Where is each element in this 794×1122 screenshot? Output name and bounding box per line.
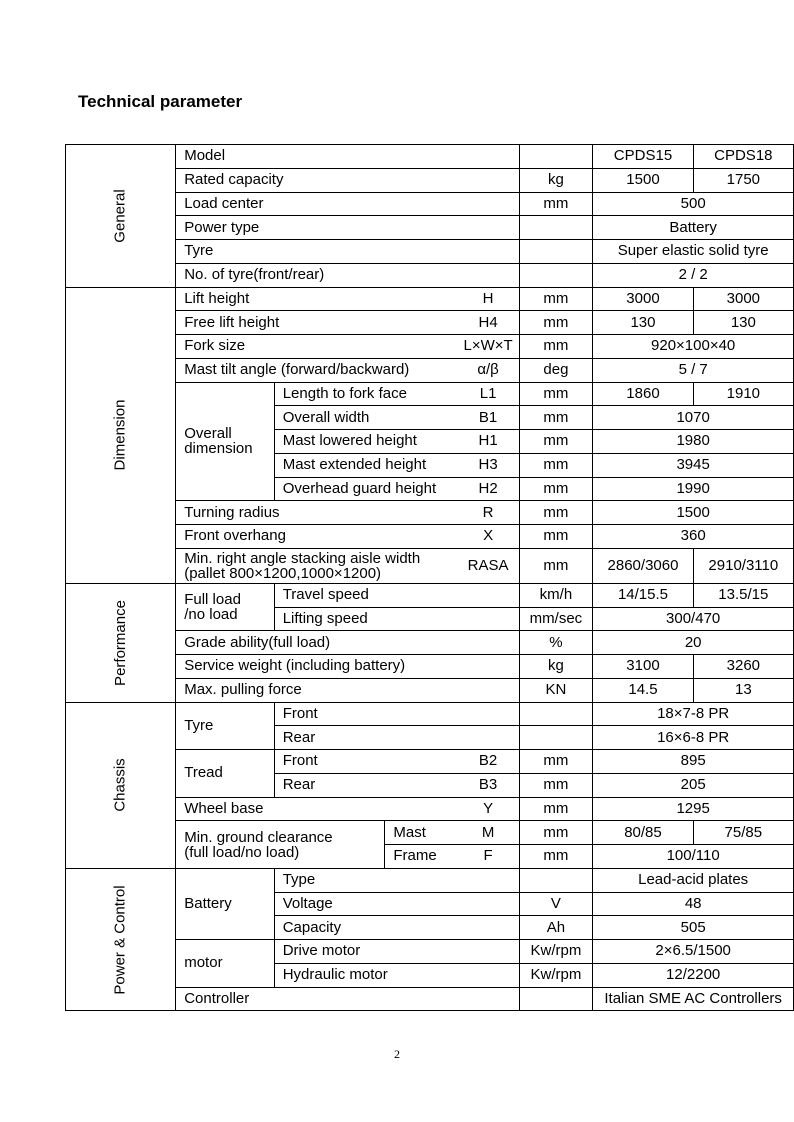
row-label: Load center	[176, 192, 458, 216]
symbol: B1	[458, 406, 519, 430]
table-row: Lifting speed mm/sec 300/470	[66, 607, 794, 631]
motor-group-label: motor	[176, 940, 274, 988]
table-row: Rated capacity kg 1500 1750	[66, 168, 794, 192]
symbol: H2	[458, 477, 519, 501]
table-row: Grade ability(full load) % 20	[66, 631, 794, 655]
table-row: Min. right angle stacking aisle width (pallet 800×1200,1000×1200) RASA mm 2860/3060 2910/3110	[66, 548, 794, 583]
unit: mm	[519, 821, 593, 845]
row-label: Mast extended height	[274, 453, 457, 477]
unit: mm	[519, 773, 593, 797]
unit: V	[519, 892, 593, 916]
symbol: R	[458, 501, 519, 525]
unit: mm	[519, 548, 593, 583]
unit: mm	[519, 525, 593, 549]
table-row: Fork size L×W×T mm 920×100×40	[66, 335, 794, 359]
table-row: Power type Battery	[66, 216, 794, 240]
model-value-2: CPDS18	[693, 145, 793, 169]
table-row: Rear B3 mm 205	[66, 773, 794, 797]
table-row: No. of tyre(front/rear) 2 / 2	[66, 263, 794, 287]
table-row: Voltage V 48	[66, 892, 794, 916]
row-label: Front	[274, 750, 457, 774]
page-title: Technical parameter	[78, 92, 243, 111]
symbol: F	[458, 845, 519, 869]
row-label: Turning radius	[176, 501, 458, 525]
row-label: Drive motor	[274, 940, 457, 964]
unit: Kw/rpm	[519, 940, 593, 964]
table-row: Tread Front B2 mm 895	[66, 750, 794, 774]
unit: Kw/rpm	[519, 963, 593, 987]
unit: mm	[519, 287, 593, 311]
symbol: Y	[458, 797, 519, 821]
table-row: Free lift height H4 mm 130 130	[66, 311, 794, 335]
row-label: Voltage	[274, 892, 457, 916]
table-row	[66, 145, 794, 169]
row-label: Fork size	[176, 335, 458, 359]
table-row: Dimension Lift height H mm 3000 3000	[66, 287, 794, 311]
group-chassis: Chassis	[66, 702, 176, 868]
row-label: Controller	[176, 987, 458, 1011]
unit: mm	[519, 311, 593, 335]
row-label: Front	[274, 702, 457, 726]
unit: mm/sec	[519, 607, 593, 631]
unit: mm	[519, 382, 593, 406]
group-general: General	[66, 145, 176, 288]
row-label: Mast lowered height	[274, 430, 457, 454]
row-label: Max. pulling force	[176, 678, 458, 702]
symbol: B2	[458, 750, 519, 774]
group-dimension: Dimension	[66, 287, 176, 583]
row-label: Frame	[385, 845, 458, 869]
row-label: Model	[176, 145, 458, 169]
row-label: Wheel base	[176, 797, 458, 821]
table-row: Power & Control Battery Type Lead-acid plates	[66, 868, 794, 892]
unit: mm	[519, 477, 593, 501]
table-row: Mast tilt angle (forward/backward) α/β deg 5 / 7	[66, 358, 794, 382]
row-label: Length to fork face	[274, 382, 457, 406]
table-row: Performance Full load /no load Travel speed km/h 14/15.5 13.5/15	[66, 583, 794, 607]
row-label: Front overhang	[176, 525, 458, 549]
row-label: Mast	[385, 821, 458, 845]
unit: mm	[519, 192, 593, 216]
symbol: B3	[458, 773, 519, 797]
row-label: Rear	[274, 773, 457, 797]
unit: mm	[519, 430, 593, 454]
table-row: Overall width B1 mm 1070	[66, 406, 794, 430]
symbol: H1	[458, 430, 519, 454]
table-row: Max. pulling force KN 14.5 13	[66, 678, 794, 702]
row-label: Type	[274, 868, 457, 892]
table-row: Service weight (including battery) kg 3100 3260	[66, 655, 794, 679]
table-row: motor Drive motor Kw/rpm 2×6.5/1500	[66, 940, 794, 964]
table-row: Overall dimension Length to fork face L1 mm 1860 1910	[66, 382, 794, 406]
unit: kg	[519, 655, 593, 679]
symbol: H4	[458, 311, 519, 335]
table-row: Front overhang X mm 360	[66, 525, 794, 549]
table-row: Load center mm 500	[66, 192, 794, 216]
unit: mm	[519, 453, 593, 477]
ground-clearance-label: Min. ground clearance (full load/no load)	[176, 821, 385, 869]
speed-group-label: Full load /no load	[176, 583, 274, 631]
overall-dimension-label: Overall dimension	[176, 382, 274, 501]
model-value-1: CPDS15	[593, 145, 693, 169]
unit: mm	[519, 845, 593, 869]
unit: mm	[519, 797, 593, 821]
unit: mm	[519, 406, 593, 430]
row-label: Min. right angle stacking aisle width (pallet 800×1200,1000×1200)	[176, 548, 458, 583]
row-label: Grade ability(full load)	[176, 631, 458, 655]
group-performance: Performance	[66, 583, 176, 702]
row-label: Service weight (including battery)	[176, 655, 458, 679]
symbol: L×W×T	[458, 335, 519, 359]
unit: deg	[519, 358, 593, 382]
table-row: Mast lowered height H1 mm 1980	[66, 430, 794, 454]
table-row: Overhead guard height H2 mm 1990	[66, 477, 794, 501]
unit: km/h	[519, 583, 593, 607]
table-row: Chassis Tyre Front 18×7-8 PR	[66, 702, 794, 726]
row-label: Rated capacity	[176, 168, 458, 192]
symbol: H3	[458, 453, 519, 477]
row-label: Mast tilt angle (forward/backward)	[176, 358, 458, 382]
row-label: Overall width	[274, 406, 457, 430]
row-label: Tyre	[176, 240, 458, 264]
row-label: Hydraulic motor	[274, 963, 457, 987]
symbol: L1	[458, 382, 519, 406]
page-number: 2	[394, 1047, 400, 1061]
table-row: Wheel base Y mm 1295	[66, 797, 794, 821]
unit: mm	[519, 335, 593, 359]
technical-parameter-table	[65, 144, 794, 1011]
unit: Ah	[519, 916, 593, 940]
table-row: Mast extended height H3 mm 3945	[66, 453, 794, 477]
row-label: Lift height	[176, 287, 458, 311]
symbol: RASA	[458, 548, 519, 583]
group-power-control: Power & Control	[66, 868, 176, 1011]
row-label: Power type	[176, 216, 458, 240]
symbol: α/β	[458, 358, 519, 382]
unit: kg	[519, 168, 593, 192]
symbol: H	[458, 287, 519, 311]
row-label: Overhead guard height	[274, 477, 457, 501]
row-label: Travel speed	[274, 583, 457, 607]
table-row: Capacity Ah 505	[66, 916, 794, 940]
row-label: Lifting speed	[274, 607, 457, 631]
tread-group-label: Tread	[176, 750, 274, 798]
battery-group-label: Battery	[176, 868, 274, 939]
table-row: Turning radius R mm 1500	[66, 501, 794, 525]
unit: mm	[519, 501, 593, 525]
row-label: No. of tyre(front/rear)	[176, 263, 458, 287]
unit: %	[519, 631, 593, 655]
symbol: X	[458, 525, 519, 549]
table-row: Controller Italian SME AC Controllers	[66, 987, 794, 1011]
table-row: Rear 16×6-8 PR	[66, 726, 794, 750]
row-label: Capacity	[274, 916, 457, 940]
unit: KN	[519, 678, 593, 702]
unit: mm	[519, 750, 593, 774]
tyre-group-label: Tyre	[176, 702, 274, 750]
table-row: Tyre Super elastic solid tyre	[66, 240, 794, 264]
row-label: Free lift height	[176, 311, 458, 335]
table-row: Hydraulic motor Kw/rpm 12/2200	[66, 963, 794, 987]
symbol: M	[458, 821, 519, 845]
table-row: Frame F mm 100/110	[66, 845, 794, 869]
table-row: Min. ground clearance (full load/no load) Mast M mm 80/85 75/85	[66, 821, 794, 845]
row-label: Rear	[274, 726, 457, 750]
